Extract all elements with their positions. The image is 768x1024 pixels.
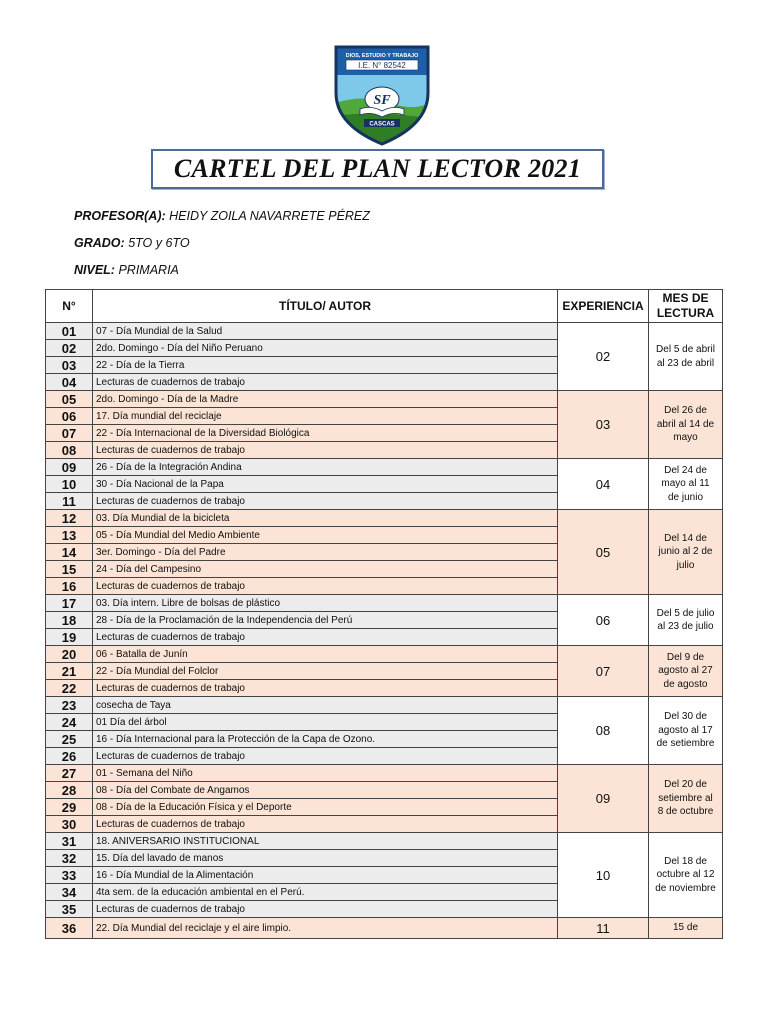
header-mes: MES DE LECTURA bbox=[649, 290, 723, 323]
table-row bbox=[46, 510, 723, 527]
row-number: 11 bbox=[46, 493, 93, 510]
row-number: 16 bbox=[46, 578, 93, 595]
row-number: 26 bbox=[46, 748, 93, 765]
row-number: 17 bbox=[46, 595, 93, 612]
row-number: 12 bbox=[46, 510, 93, 527]
row-title: 01 Día del árbol bbox=[93, 714, 558, 731]
table-row bbox=[46, 697, 723, 714]
row-title: 08 - Día del Combate de Angamos bbox=[93, 782, 558, 799]
mes-lectura-cell: Del 14 de junio al 2 de julio bbox=[649, 510, 723, 595]
row-title: 26 - Día de la Integración Andina bbox=[93, 459, 558, 476]
row-title: 30 - Día Nacional de la Papa bbox=[93, 476, 558, 493]
row-title: 4ta sem. de la educación ambiental en el Perú. bbox=[93, 884, 558, 901]
row-title: Lecturas de cuadernos de trabajo bbox=[93, 680, 558, 697]
table-row bbox=[46, 391, 723, 408]
experiencia-cell: 03 bbox=[558, 391, 649, 459]
row-title: 06 - Batalla de Junín bbox=[93, 646, 558, 663]
row-title: 16 - Día Internacional para la Protección de la Capa de Ozono. bbox=[93, 731, 558, 748]
row-title: 07 - Día Mundial de la Salud bbox=[93, 323, 558, 340]
logo-town: CASCAS bbox=[369, 121, 395, 128]
row-number: 21 bbox=[46, 663, 93, 680]
experiencia-cell: 04 bbox=[558, 459, 649, 510]
table-header-row bbox=[46, 290, 723, 323]
row-number: 34 bbox=[46, 884, 93, 901]
table-row bbox=[46, 833, 723, 850]
table-row bbox=[46, 459, 723, 476]
logo-motto: DIOS, ESTUDIO Y TRABAJO bbox=[345, 53, 419, 59]
row-title: 22 - Día de la Tierra bbox=[93, 357, 558, 374]
mes-lectura-cell: Del 18 de octubre al 12 de noviembre bbox=[649, 833, 723, 918]
row-title: 08 - Día de la Educación Física y el Deporte bbox=[93, 799, 558, 816]
nivel-line bbox=[74, 263, 179, 277]
row-title: 16 - Día Mundial de la Alimentación bbox=[93, 867, 558, 884]
row-title: Lecturas de cuadernos de trabajo bbox=[93, 442, 558, 459]
nivel-value: PRIMARIA bbox=[118, 263, 179, 277]
row-number: 09 bbox=[46, 459, 93, 476]
row-number: 04 bbox=[46, 374, 93, 391]
table-row bbox=[46, 595, 723, 612]
header-num: N° bbox=[46, 290, 93, 323]
row-number: 10 bbox=[46, 476, 93, 493]
document-title: CARTEL DEL PLAN LECTOR 2021 bbox=[173, 154, 582, 183]
row-title: 24 - Día del Campesino bbox=[93, 561, 558, 578]
row-number: 23 bbox=[46, 697, 93, 714]
experiencia-cell: 11 bbox=[558, 918, 649, 939]
grado-value: 5TO y 6TO bbox=[128, 236, 190, 250]
row-title: 22 - Día Mundial del Folclor bbox=[93, 663, 558, 680]
row-number: 08 bbox=[46, 442, 93, 459]
row-title: 01 - Semana del Niño bbox=[93, 765, 558, 782]
grado-line bbox=[74, 236, 190, 250]
row-title: 22 - Día Internacional de la Diversidad Biológica bbox=[93, 425, 558, 442]
document-title-box bbox=[151, 149, 604, 189]
row-title: 03. Día Mundial de la bicicleta bbox=[93, 510, 558, 527]
row-number: 22 bbox=[46, 680, 93, 697]
row-title: 2do. Domingo - Día del Niño Peruano bbox=[93, 340, 558, 357]
row-number: 19 bbox=[46, 629, 93, 646]
row-title: 3er. Domingo - Día del Padre bbox=[93, 544, 558, 561]
row-number: 14 bbox=[46, 544, 93, 561]
row-number: 20 bbox=[46, 646, 93, 663]
experiencia-cell: 05 bbox=[558, 510, 649, 595]
row-title: Lecturas de cuadernos de trabajo bbox=[93, 816, 558, 833]
row-title: Lecturas de cuadernos de trabajo bbox=[93, 578, 558, 595]
row-title: 22. Día Mundial del reciclaje y el aire limpio. bbox=[93, 918, 558, 939]
row-number: 13 bbox=[46, 527, 93, 544]
row-title: cosecha de Taya bbox=[93, 697, 558, 714]
row-number: 06 bbox=[46, 408, 93, 425]
profesor-label: PROFESOR(A): bbox=[74, 209, 166, 223]
row-number: 25 bbox=[46, 731, 93, 748]
row-number: 30 bbox=[46, 816, 93, 833]
row-number: 03 bbox=[46, 357, 93, 374]
row-title: Lecturas de cuadernos de trabajo bbox=[93, 629, 558, 646]
row-title: Lecturas de cuadernos de trabajo bbox=[93, 374, 558, 391]
school-logo bbox=[330, 43, 434, 147]
nivel-label: NIVEL: bbox=[74, 263, 115, 277]
row-number: 01 bbox=[46, 323, 93, 340]
row-number: 28 bbox=[46, 782, 93, 799]
experiencia-cell: 06 bbox=[558, 595, 649, 646]
row-title: Lecturas de cuadernos de trabajo bbox=[93, 901, 558, 918]
table-row bbox=[46, 646, 723, 663]
profesor-line bbox=[74, 209, 370, 223]
table-body bbox=[46, 323, 723, 939]
mes-lectura-cell: 15 de bbox=[649, 918, 723, 939]
row-number: 27 bbox=[46, 765, 93, 782]
row-title: 2do. Domingo - Día de la Madre bbox=[93, 391, 558, 408]
experiencia-cell: 09 bbox=[558, 765, 649, 833]
logo-school-code: I.E. N° 82542 bbox=[358, 61, 406, 70]
mes-lectura-cell: Del 24 de mayo al 11 de junio bbox=[649, 459, 723, 510]
row-title: 28 - Día de la Proclamación de la Independencia del Perú bbox=[93, 612, 558, 629]
header-titulo: TÍTULO/ AUTOR bbox=[93, 290, 558, 323]
row-title: 05 - Día Mundial del Medio Ambiente bbox=[93, 527, 558, 544]
row-title: 17. Día mundial del reciclaje bbox=[93, 408, 558, 425]
table-row bbox=[46, 323, 723, 340]
row-title: 03. Día intern. Libre de bolsas de plástico bbox=[93, 595, 558, 612]
experiencia-cell: 10 bbox=[558, 833, 649, 918]
mes-lectura-cell: Del 5 de abril al 23 de abril bbox=[649, 323, 723, 391]
row-number: 29 bbox=[46, 799, 93, 816]
row-number: 18 bbox=[46, 612, 93, 629]
header-experiencia: EXPERIENCIA bbox=[558, 290, 649, 323]
row-number: 07 bbox=[46, 425, 93, 442]
row-number: 35 bbox=[46, 901, 93, 918]
mes-lectura-cell: Del 20 de setiembre al 8 de octubre bbox=[649, 765, 723, 833]
experiencia-cell: 07 bbox=[558, 646, 649, 697]
row-number: 02 bbox=[46, 340, 93, 357]
row-number: 05 bbox=[46, 391, 93, 408]
row-title: 15. Día del lavado de manos bbox=[93, 850, 558, 867]
experiencia-cell: 02 bbox=[558, 323, 649, 391]
row-number: 31 bbox=[46, 833, 93, 850]
row-number: 32 bbox=[46, 850, 93, 867]
row-title: Lecturas de cuadernos de trabajo bbox=[93, 748, 558, 765]
row-title: Lecturas de cuadernos de trabajo bbox=[93, 493, 558, 510]
mes-lectura-cell: Del 30 de agosto al 17 de setiembre bbox=[649, 697, 723, 765]
table-row bbox=[46, 765, 723, 782]
mes-lectura-cell: Del 5 de julio al 23 de julio bbox=[649, 595, 723, 646]
row-number: 15 bbox=[46, 561, 93, 578]
table-row bbox=[46, 918, 723, 939]
row-number: 33 bbox=[46, 867, 93, 884]
row-number: 36 bbox=[46, 918, 93, 939]
profesor-value: HEIDY ZOILA NAVARRETE PÉREZ bbox=[169, 209, 370, 223]
reading-plan-table bbox=[45, 289, 723, 939]
logo-initials: SF bbox=[373, 93, 391, 108]
experiencia-cell: 08 bbox=[558, 697, 649, 765]
grado-label: GRADO: bbox=[74, 236, 125, 250]
row-title: 18. ANIVERSARIO INSTITUCIONAL bbox=[93, 833, 558, 850]
mes-lectura-cell: Del 9 de agosto al 27 de agosto bbox=[649, 646, 723, 697]
mes-lectura-cell: Del 26 de abril al 14 de mayo bbox=[649, 391, 723, 459]
row-number: 24 bbox=[46, 714, 93, 731]
